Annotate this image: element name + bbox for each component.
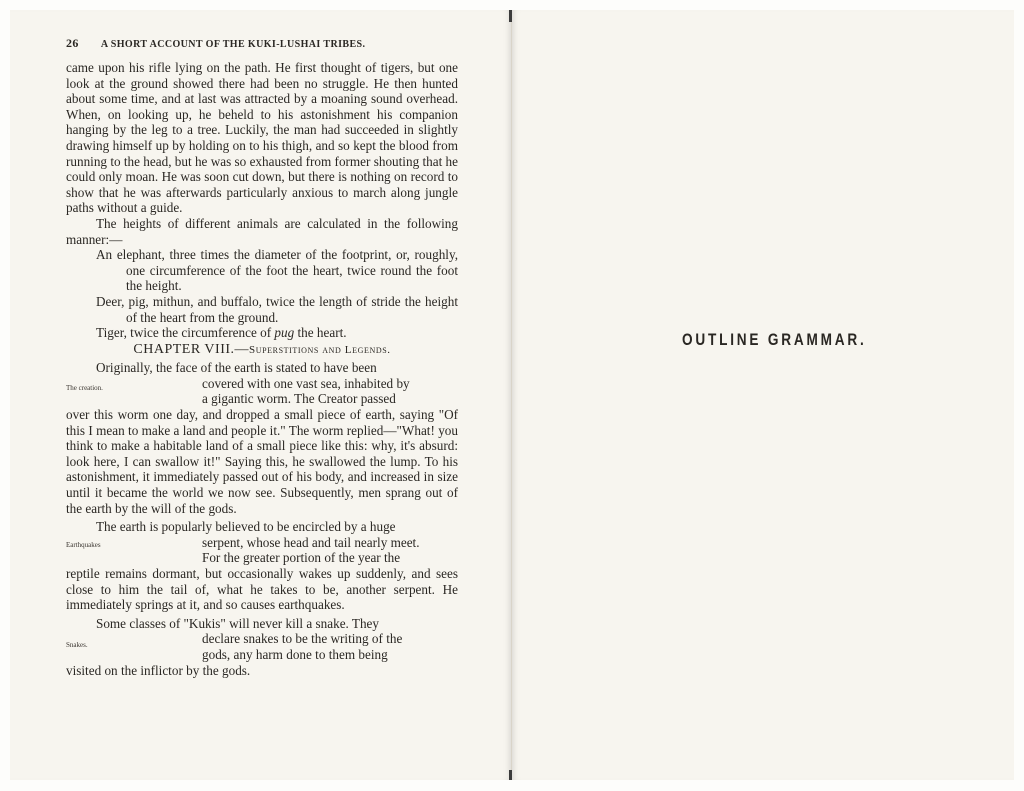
page-number: 26 — [66, 36, 79, 50]
tiger-text-a: Tiger, twice the circumference of — [96, 325, 275, 341]
chapter-title: Superstitions and Legends. — [249, 343, 391, 356]
entry-elephant: An elephant, three times the diameter of the footprint, or, roughly, one circumference of the foot the heart, twice round the foot the height. — [96, 247, 458, 294]
body-text — [66, 60, 458, 678]
left-page — [10, 10, 512, 780]
quake-line-1: The earth is popularly believed to be encircled by a huge — [96, 519, 396, 535]
entry-deer: Deer, pig, mithun, and buffalo, twice the length of stride the height of the heart from the ground. — [96, 293, 458, 325]
right-page — [512, 10, 1014, 780]
quake-line-2: serpent, whose head and tail nearly meet. — [202, 534, 420, 550]
running-head-title: A SHORT ACCOUNT OF THE KUKI-LUSHAI TRIBES. — [100, 39, 366, 50]
paragraph-heights: The heights of different animals are calculated in the following manner:— — [66, 215, 458, 247]
chapter-number: CHAPTER VIII.— — [133, 341, 250, 357]
running-head — [66, 36, 466, 51]
section-snakes — [66, 616, 458, 678]
section-title: OUTLINE GRAMMAR. — [682, 330, 867, 349]
section-earthquakes — [66, 519, 458, 613]
creation-line-1: Originally, the face of the earth is stated to have been — [96, 360, 377, 376]
section-creation — [66, 360, 458, 516]
sidenote-earthquakes: Earthquakes — [66, 541, 101, 550]
sidenote-creation: The creation. — [66, 384, 103, 393]
tiger-text-b: the heart. — [294, 325, 347, 341]
snake-paragraph-rest: visited on the inflictor by the gods. — [66, 662, 251, 678]
snake-line-2: declare snakes to be the writing of the — [202, 631, 403, 647]
tiger-text-italic: pug — [274, 325, 295, 341]
snake-line-1: Some classes of "Kukis" will never kill a snake. They — [96, 615, 380, 631]
creation-line-3: a gigantic worm. The Creator passed — [202, 391, 396, 407]
quake-line-3: For the greater portion of the year the — [202, 550, 401, 566]
quake-paragraph-rest: reptile remains dormant, but occasionally wakes up suddenly, and sees close to him the tail of, what he takes to be, another serpent. He immediately springs at it, and so causes earthquakes. — [66, 566, 458, 613]
sidenote-snakes: Snakes. — [66, 640, 88, 649]
snake-line-3: gods, any harm done to them being — [202, 646, 388, 662]
chapter-heading — [66, 342, 458, 359]
paragraph-rifle: came upon his rifle lying on the path. He first thought of tigers, but one look at the ground showed there had been no struggle. He then hunted about some time, and at last was attracted by a moaning sound overhead. When, on looking up, he beheld to his astonishment his companion hanging by the leg to a tree. Luckily, the man had succeeded in slightly drawing himself up by holding on to his thigh, and so kept the blood from running to the head, but he was so exhausted from former shouting that he could only moan. He was soon cut down, but there is nothing on record to show that he was afterwards particularly anxious to march along jungle paths without a guide. — [66, 60, 458, 216]
entry-tiger — [66, 325, 458, 341]
creation-line-2: covered with one vast sea, inhabited by — [202, 375, 410, 391]
creation-paragraph-rest: over this worm one day, and dropped a small piece of earth, saying "Of this I mean to make a land and people it." The worm replied—"What! you think to make a habitable land of a small piece like this: why, it's absurd: look here, I can swallow it!" Saying this, he swallowed the lump. To his astonishment, it immediately passed out of his body, and increased in size until it became the world we now see. Subsequently, men sprang out of the earth by the will of the gods. — [66, 407, 458, 516]
